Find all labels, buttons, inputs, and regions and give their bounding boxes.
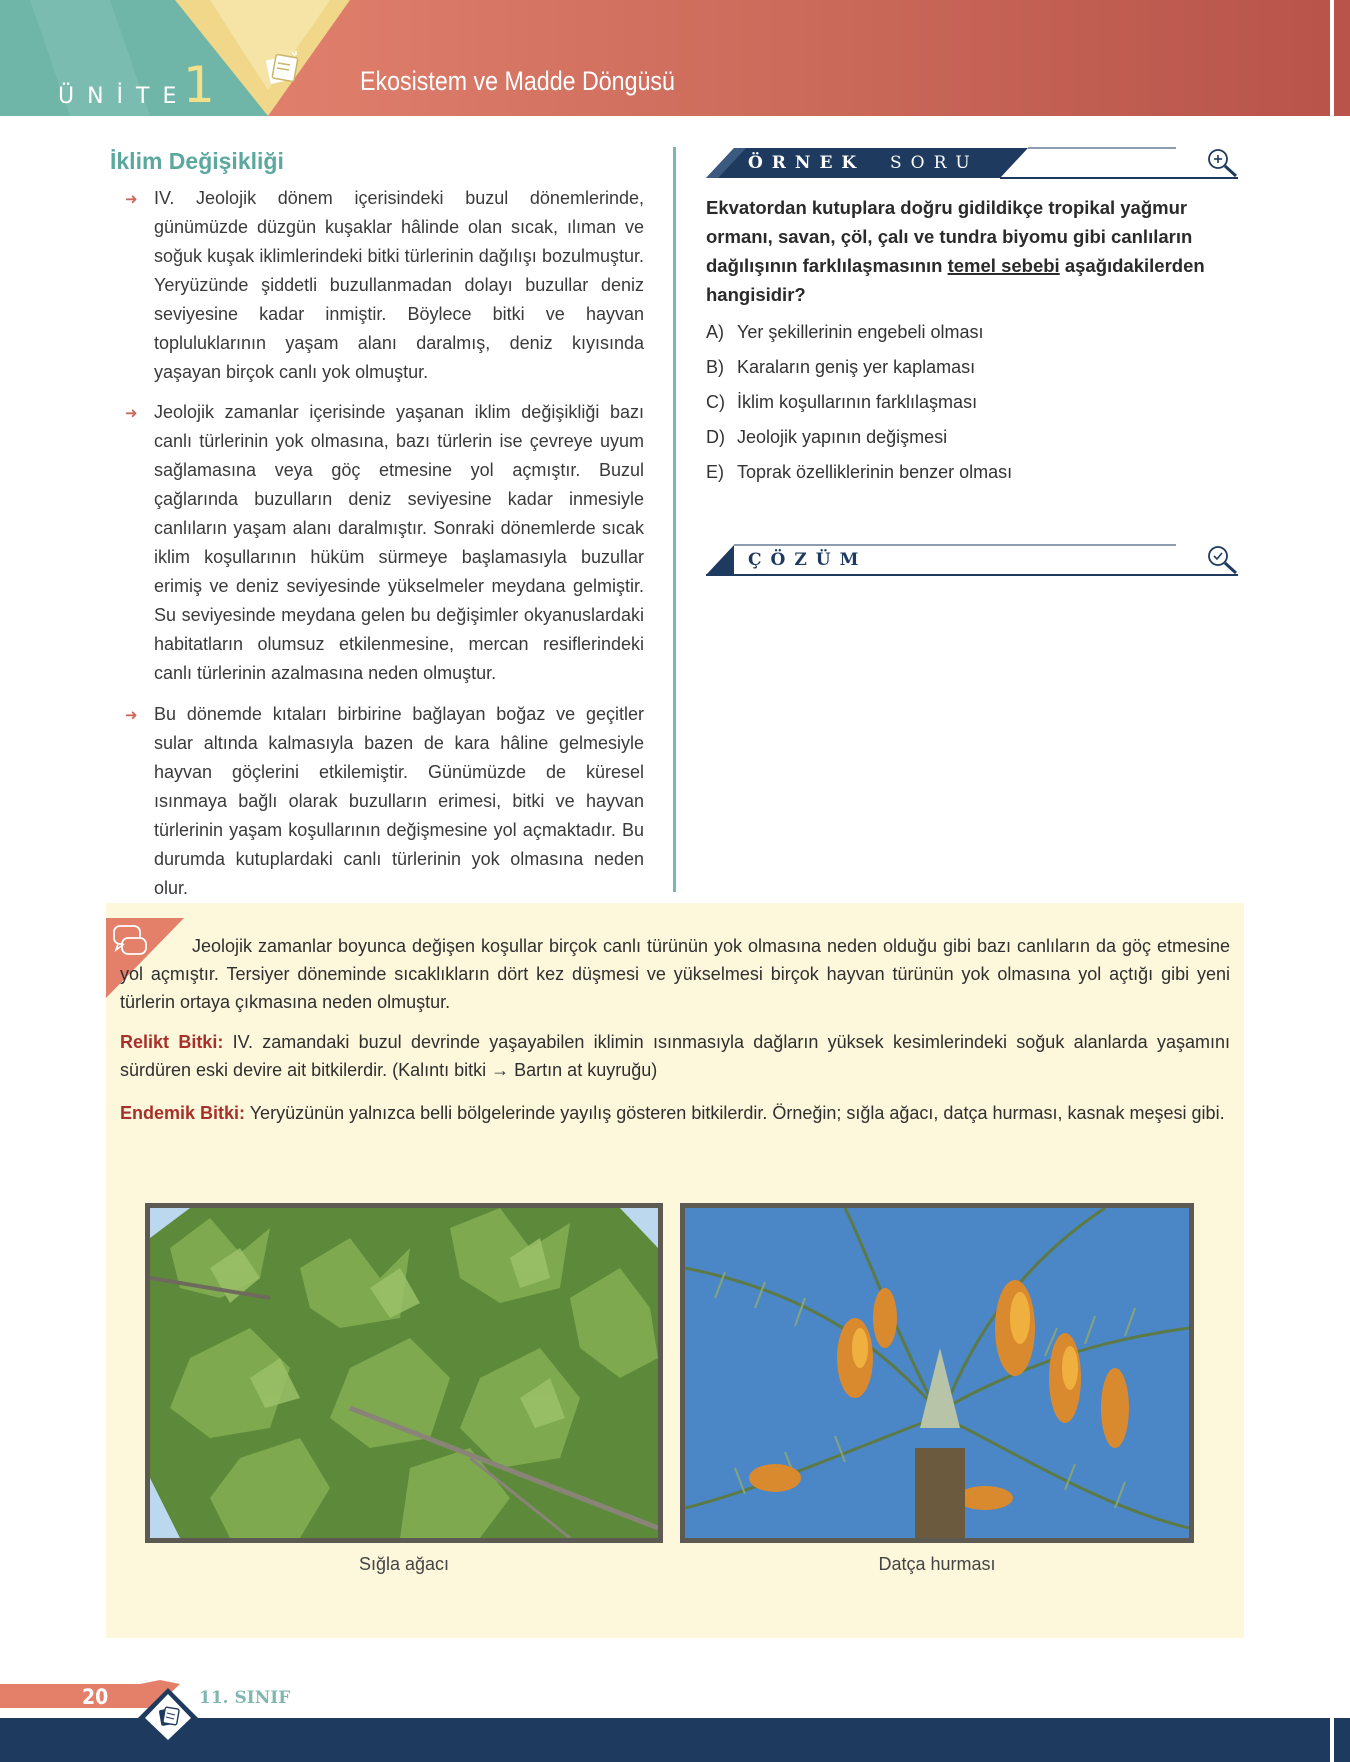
option-d: D) Jeolojik yapının değişmesi <box>706 427 948 447</box>
option-a: A) Yer şekillerinin engebeli olması <box>706 322 984 342</box>
magnifier-check-icon <box>1204 543 1240 577</box>
grade-label: 11. SINIF <box>199 1688 291 1708</box>
unit-header <box>0 0 1350 116</box>
photo-caption-sweetgum: Sığla ağacı <box>358 1554 450 1574</box>
magnifier-plus-icon <box>1204 146 1240 180</box>
column-divider <box>673 147 676 892</box>
relikt-definition: Relikt Bitki: IV. zamandaki buzul devrinde yaşayabilen iklimin ısınmasıyla dağların yüksek kesimlerindeki soğuk alanlarda yaşamını sürdüren eski devire ait bitkilerdir. (Kalıntı bitki → Bartın at kuyruğu) <box>120 1032 1230 1080</box>
arrow-bullet-icon: ➜ <box>125 707 138 724</box>
example-question-ribbon <box>706 146 1238 178</box>
photo-date-palm <box>680 1203 1194 1543</box>
paragraph-straits: Bu dönemde kıtaları birbirine bağlayan boğaz ve geçitler sular altında kalmasıyla bazen de kara hâline gelmesiyle hayvan göçlerini etkilemiştir. Günümüzde de küresel ısınmaya bağlı olarak buzulların erimesi, bitki ve hayvan türlerinin yaşam koşullarının değişmesine yol açmaktadır. Bu durumda kutuplardaki canlı türlerinin yok olmasına neden olur. <box>154 704 644 898</box>
book-icon <box>156 1704 182 1730</box>
arrow-bullet-icon: ➜ <box>125 405 138 422</box>
info-paragraph: Jeolojik zamanlar boyunca değişen koşullar birçok canlı türünün yok olmasına neden olduğu gibi bazı canlıların da göç etmesine yol açmıştır. Tersiyer döneminde sıcaklıkların dört kez düşmesi ve yükselmesi birçok hayvan türünün yok olmasına yol açtığı gibi yeni türlerin ortaya çıkmasına neden olmuştur. <box>120 936 1230 1012</box>
unit-label: ÜNİTE <box>58 84 190 109</box>
page-number: 20 <box>82 1685 109 1709</box>
paragraph-climate-change: Jeolojik zamanlar içerisinde yaşanan iklim değişikliği bazı canlı türlerinin yok olmasına, bazı türlerin ise çevreye uyum sağlamasına veya göç etmesine yol açmıştır. Buzul çağlarında buzulların deniz seviyesine kadar inmesiyle canlıların yaşam alanı daralmıştır. Sonraki dönemlerde sıcak iklim koşullarının hüküm sürmeye başlamasıyla buzullar erimiş ve deniz seviyesinde yükselmeler meydana gelmiştir. Su seviyesinde meydana gelen bu değişimler okyanuslardaki habitatların olumsuz etkilenmesine, mercan resiflerindeki canlı türlerinin azalmasına neden olmuştur. <box>154 402 644 683</box>
photo-sweetgum-tree <box>145 1203 663 1543</box>
book-icon <box>262 50 302 86</box>
solution-ribbon <box>706 543 1238 575</box>
chapter-title: Ekosistem ve Madde Döngüsü <box>360 66 675 96</box>
paragraph-ice-age: IV. Jeolojik dönem içerisindeki buzul dönemlerinde, günümüzde düzgün kuşaklar hâlinde olan sıcak, ılıman ve soğuk kuşak iklimlerindeki bitki türlerinin dağılışı bozulmuştur. Yeryüzünde şiddetli buzullanmadan dolayı buzullar deniz seviyesine kadar inmiştir. Böylece bitki ve hayvan topluluklarının yaşam alanı daralmış, deniz kıyısında yaşayan birçok canlı yok olmuştur. <box>154 188 644 382</box>
section-title: İklim Değişikliği <box>110 148 284 174</box>
option-b: B) Karaların geniş yer kaplaması <box>706 357 976 377</box>
endemik-definition: Endemik Bitki: Yeryüzünün yalnızca belli bölgelerinde yayılış gösteren bitkilerdir. Örneğin; sığla ağacı, datça hurması, kasnak meşesi gibi. <box>120 1103 1225 1123</box>
example-label: ÖRNEK <box>748 153 866 173</box>
arrow-bullet-icon: ➜ <box>125 191 138 208</box>
option-e: E) Toprak özelliklerinin benzer olması <box>706 462 1013 482</box>
unit-number: 1 <box>183 56 215 114</box>
question-label: SORU <box>890 153 979 173</box>
solution-label: ÇÖZÜM <box>748 550 868 570</box>
option-c: C) İklim koşullarının farklılaşması <box>706 392 978 412</box>
photo-caption-date-palm: Datça hurması <box>878 1554 996 1574</box>
question-text: Ekvatordan kutuplara doğru gidildikçe tropikal yağmur ormanı, savan, çöl, çalı ve tundra biyomu gibi canlıların dağılışının farklılaşmasının temel sebebi aşağıdakilerden hangisidir? <box>706 197 1205 305</box>
